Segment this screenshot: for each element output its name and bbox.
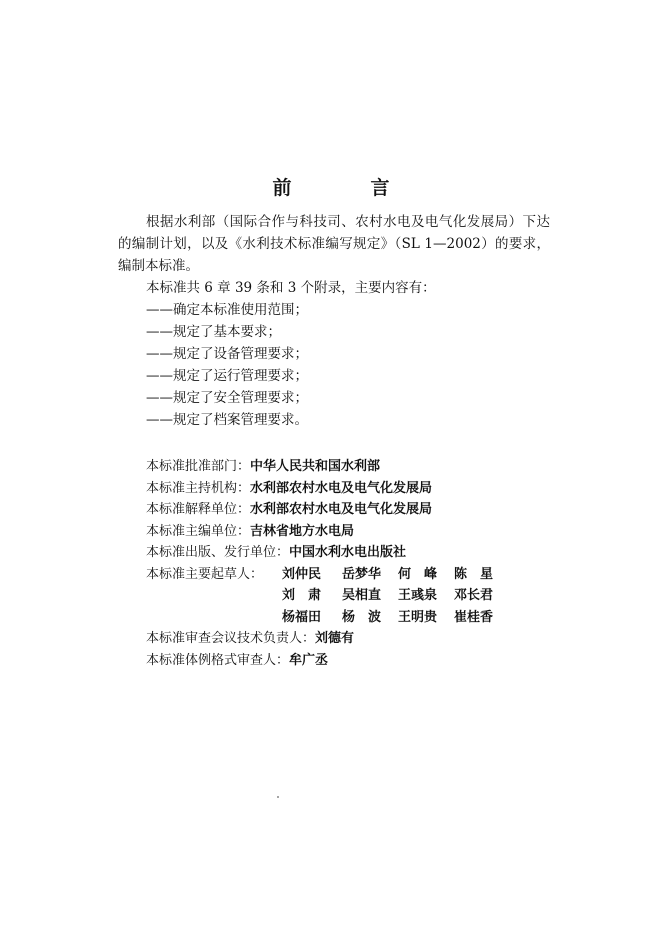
list-item: ——规定了运行管理要求；	[146, 368, 308, 384]
host-value: 水利部农村水电及电气化发展局	[250, 480, 433, 496]
contents-list	[118, 299, 550, 431]
list-item: ——规定了安全管理要求；	[146, 390, 308, 406]
editor-value: 吉林省地方水电局	[250, 523, 355, 539]
drafter-name: 何 峰	[398, 566, 438, 582]
foreword-body	[118, 211, 550, 431]
list-item: ——确定本标准使用范围；	[146, 302, 308, 318]
drafter-name: 刘 肃	[282, 588, 322, 603]
list-item: ——规定了档案管理要求。	[146, 412, 308, 428]
review-value: 刘德有	[315, 631, 355, 646]
drafters-grid	[146, 564, 566, 629]
format-label: 本标准体例格式审查人：	[146, 652, 290, 668]
drafter-name: 刘仲民	[282, 566, 322, 582]
publisher-row	[146, 542, 566, 564]
paragraph-basis: 根据水利部（国际合作与科技司、农村水电及电气化发展局）下达的编制计划，以及《水利技术标准编写规定》（SL 1—2002）的要求，编制本标准。	[118, 214, 550, 274]
drafter-name: 邓长君	[454, 588, 494, 603]
format-value: 牟广丞	[289, 652, 329, 668]
drafter-name: 吴相直	[342, 588, 382, 603]
approval-row	[146, 456, 566, 478]
scan-speck	[277, 796, 279, 798]
list-item: ——规定了设备管理要求；	[146, 346, 308, 362]
drafter-name: 王彧泉	[398, 588, 438, 603]
publisher-label: 本标准出版、发行单位：	[146, 545, 290, 560]
drafters-spacer	[146, 607, 282, 629]
format-row	[146, 650, 566, 672]
standard-info	[146, 456, 566, 671]
drafter-name: 崔桂香	[454, 609, 494, 625]
interpret-label: 本标准解释单位：	[146, 502, 251, 517]
host-label: 本标准主持机构：	[146, 480, 251, 496]
drafter-name: 陈 星	[454, 566, 494, 582]
drafters-label: 本标准主要起草人：	[146, 566, 264, 582]
editor-row	[146, 521, 566, 543]
drafters-spacer	[146, 585, 282, 607]
drafter-name: 杨福田	[282, 609, 322, 625]
publisher-value: 中国水利水电出版社	[289, 545, 407, 560]
editor-label: 本标准主编单位：	[146, 523, 251, 539]
approval-value: 中华人民共和国水利部	[250, 459, 381, 474]
list-item: ——规定了基本要求；	[146, 324, 281, 340]
paragraph-contents: 本标准共 6 章 39 条和 3 个附录，主要内容有：	[146, 280, 436, 296]
drafter-name: 杨 波	[342, 609, 382, 625]
page-title: 前 言	[272, 177, 420, 199]
review-label: 本标准审查会议技术负责人：	[146, 631, 316, 646]
host-row	[146, 478, 566, 500]
interpret-value: 水利部农村水电及电气化发展局	[250, 502, 433, 517]
review-row	[146, 628, 566, 650]
drafter-name: 王明贵	[398, 609, 438, 625]
approval-label: 本标准批准部门：	[146, 459, 251, 474]
interpret-row	[146, 499, 566, 521]
drafter-name: 岳梦华	[342, 566, 382, 582]
